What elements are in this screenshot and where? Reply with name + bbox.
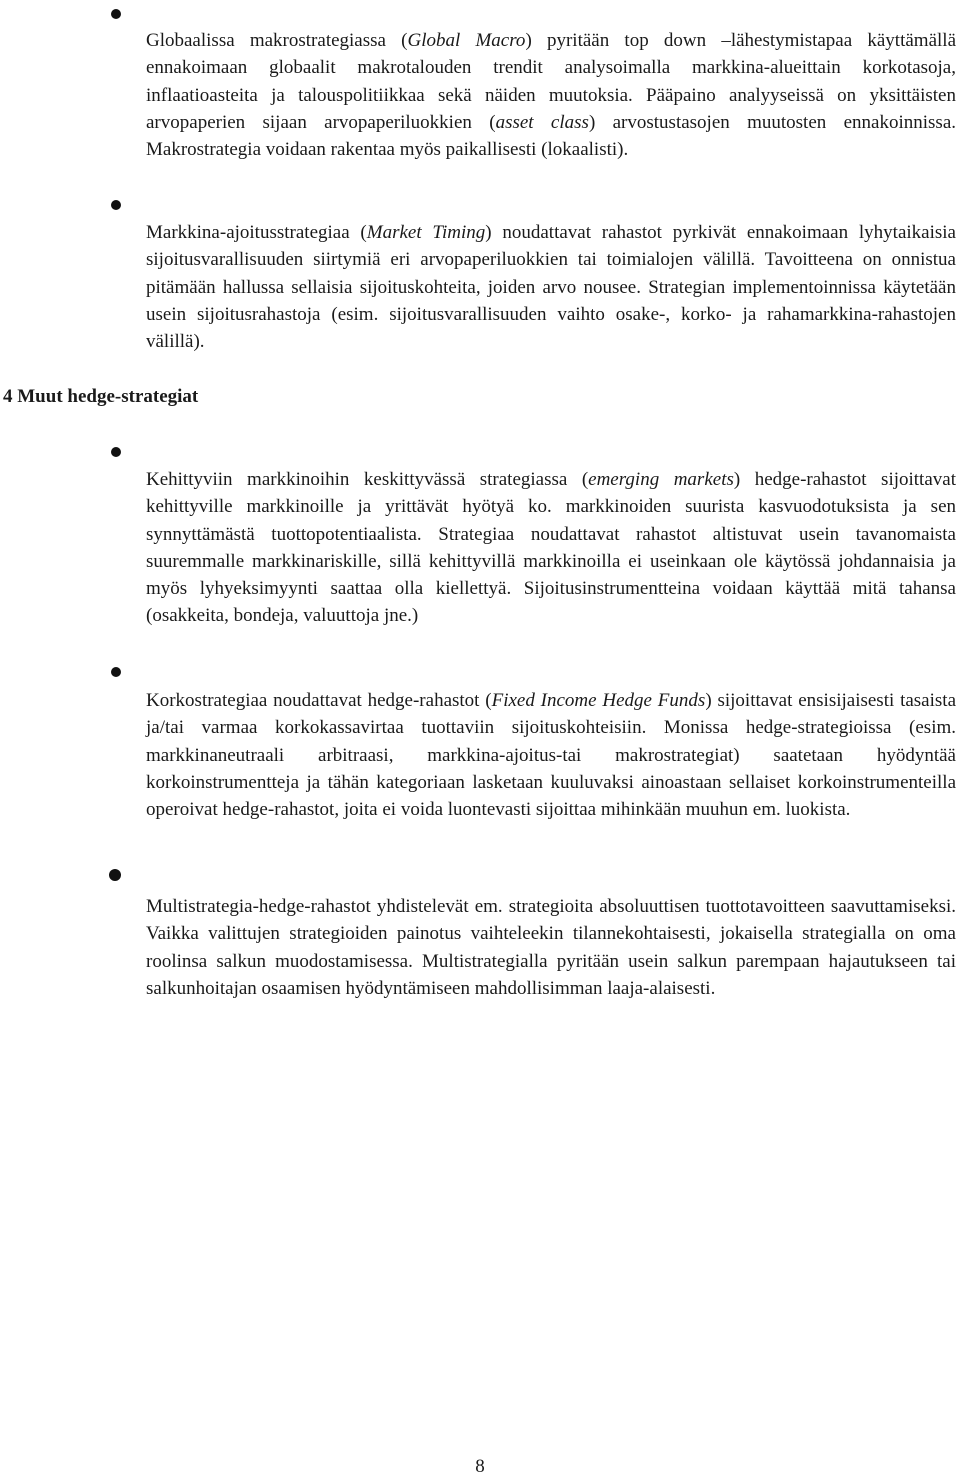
segment: ) arvostustasojen muutosten ennakoinnissa. Makrostrategia voidaan rakentaa myös paikallisesti (lokaalisti).: [146, 111, 957, 161]
segment: Multistrategia-hedge-rahastot yhdistelevät em. strategioita absoluuttisen tuottotavoitteen saavuttamiseksi. Vaikka valittujen strategioiden painotus vaihteleekin tilannekohtaisesti, jokaisella strategialla on oma roolinsa salkun muodostamisessa. Multistrategialla pyritään usein salkun parempaan hajautukseen tai salkunhoitajan osaamisen hyödyntämiseen mahdollisimman laaja-alaisesti.: [146, 896, 956, 999]
bullet-icon: [111, 9, 121, 19]
bullet-icon: [111, 200, 121, 210]
segment: ) noudattavat rahastot pyrkivät ennakoimaan lyhytaikaisia sijoitusvarallisuuden siirtymiä eri arvopaperiluokkien tai toimialojen välillä. Tavoitteena on onnistua pitämään hallussa sellaisia sijoituskohteita, joiden arvo nousee. Strategian implementoinnissa käytetään usein sijoitusrahastoja (esim. sijoitusvarallisuuden vaihto osake-, korko- ja rahamarkkina-rahastojen välillä).: [146, 222, 956, 353]
segment-italic: Fixed Income Hedge Funds: [491, 690, 706, 712]
paragraph-global-macro: [146, 0, 956, 163]
segment-italic: asset class: [495, 111, 589, 133]
paragraph-multistrategy: [146, 866, 956, 1002]
bullet-icon: [111, 667, 121, 677]
paragraph-emerging-markets: [146, 439, 956, 629]
segment: ) hedge-rahastot sijoittavat kehittyville markkinoille ja yrittävät hyötyä ko. markkinoiden suurista kasvuodotuksista ja sen synnyttämästä tuottopotentiaalista. Strategiaa noudattavat rahastot altistuvat usein tavanomaista suuremmalle markkinariskille, sillä kehittyvillä markkinoilla ei useinkaan ole käytössä johdannaisia ja myös lyhyeksimyynti saattaa olla kiellettyä. Sijoitusinstrumentteina voidaan käyttää mitä tahansa (osakkeita, bondeja, valuuttoja jne.): [146, 469, 956, 627]
paragraph-fixed-income: [146, 660, 956, 823]
segment: ) sijoittavat ensisijaisesti tasaista ja/tai varmaa korkokassavirtaa tuottaviin sijoituskohteisiin. Monissa hedge-strategioissa (esim. markkinaneutraali arbitraasi, markkina-ajoitus-tai makrostrategiat) saatetaan hyödyntää korkoinstrumentteja ja tähän kategoriaan lasketaan kuuluvaksi ainoastaan sellaiset korkoinstrumenteilla operoivat hedge-rahastot, joita ei voida luontevasti sijoittaa mihinkään muuhun em. luokista.: [146, 690, 956, 821]
segment-italic: Market Timing: [366, 222, 486, 244]
paragraph-market-timing: [146, 192, 956, 355]
section-heading: 4 Muut hedge-strategiat: [3, 386, 199, 407]
bullet-icon: [111, 447, 121, 457]
segment: Globaalissa makrostrategiassa (: [146, 30, 408, 52]
bullet-icon: [109, 869, 121, 881]
segment: Kehittyviin markkinoihin keskittyvässä strategiassa (: [146, 469, 589, 491]
page-number: 8: [475, 1456, 485, 1477]
segment-italic: Global Macro: [407, 30, 526, 52]
segment: Markkina-ajoitusstrategiaa (: [146, 222, 367, 244]
segment-italic: emerging markets: [588, 469, 734, 491]
segment: ) pyritään top down –lähestymistapaa käyttämällä ennakoimaan globaalit makrotalouden trendit analysoimalla markkina-alueittain korkotasoja, inflaatioasteita ja talouspolitiikkaa sekä näiden muutoksia. Pääpaino analyyseissä on yksittäisten arvopaperien sijaan arvopaperiluokkien (: [146, 30, 956, 133]
segment: Korkostrategiaa noudattavat hedge-rahastot (: [146, 690, 492, 712]
